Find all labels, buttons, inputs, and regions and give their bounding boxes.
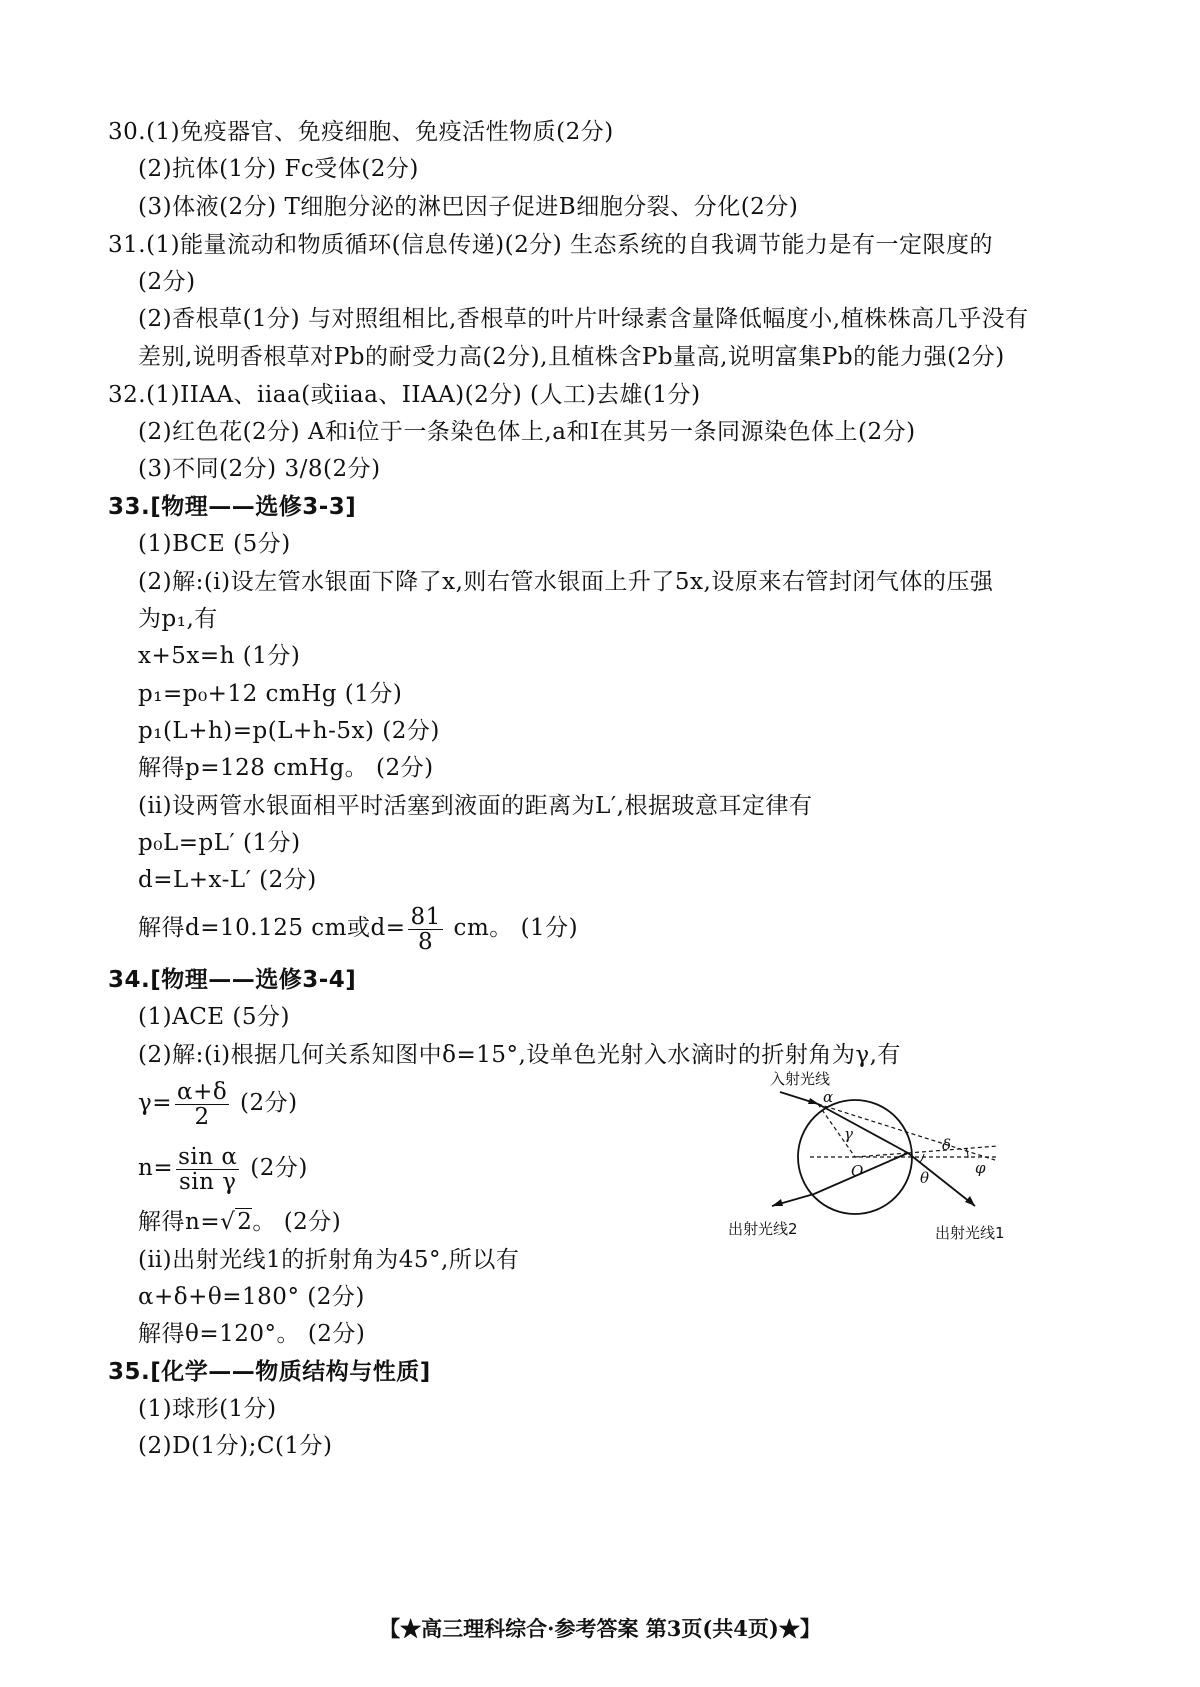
q30-line-1: 30.(1)免疫器官、免疫细胞、免疫活性物质(2分): [108, 119, 614, 145]
fraction-sin-alpha-over-sin-gamma: [176, 1145, 239, 1194]
q33-line-5: p₁=p₀+12 cmHg (1分): [138, 681, 403, 707]
q34-line-3-score: (2分): [232, 1090, 298, 1116]
fraction-81-over-8: [408, 905, 442, 954]
fraction-alpha-plus-delta: [175, 1080, 229, 1129]
q33-line-8: (ⅱ)设两管水银面相平时活塞到液面的距离为L′,根据玻意耳定律有: [138, 793, 813, 819]
q33-line-3: 为p₁,有: [138, 606, 218, 632]
sqrt-radicand: 2: [237, 1209, 253, 1235]
q30-line-2: (2)抗体(1分) Fc受体(2分): [138, 156, 419, 182]
gamma-label: γ: [844, 1125, 853, 1143]
q33-line-9: p₀L=pL′ (1分): [138, 830, 301, 856]
delta-label: δ: [942, 1136, 952, 1154]
q34-section-title: 34.[物理——选修3-4]: [108, 967, 357, 993]
q34-line-2: (2)解:(ⅰ)根据几何关系知图中δ=15°,设单色光射入水滴时的折射角为γ,有: [138, 1042, 901, 1068]
n-result-score: 。 (2分): [252, 1209, 342, 1235]
q33-line-7: 解得p=128 cmHg。 (2分): [138, 755, 434, 781]
q34-line-8: 解得θ=120°。 (2分): [138, 1321, 366, 1347]
incident-arrow: [808, 1098, 819, 1104]
q33-line-11: [138, 903, 578, 954]
q33-line-6: p₁(L+h)=p(L+h-5x) (2分): [138, 718, 440, 744]
phi-label: φ: [975, 1159, 986, 1177]
theta-angle-arc: [920, 1154, 924, 1162]
q31-line-2: (2分): [138, 269, 196, 295]
q33-result-unit: cm。 (1分): [445, 915, 579, 941]
q32-line-1: 32.(1)IIAA、iiaa(或iiaa、IIAA)(2分) (人工)去雄(1分): [108, 382, 701, 408]
alpha-label: α: [823, 1088, 834, 1106]
n-result-text: 解得n=√: [138, 1209, 236, 1235]
gamma-equals: γ=: [138, 1090, 173, 1116]
q34-line-4-score: (2分): [242, 1155, 308, 1181]
q35-section-title: 35.[化学——物质结构与性质]: [108, 1359, 431, 1385]
q33-line-1: (1)BCE (5分): [138, 531, 291, 557]
n-equals: n=: [138, 1155, 174, 1181]
fraction-numerator: sin α: [178, 1143, 238, 1170]
q35-line-2: (2)D(1分);C(1分): [138, 1433, 333, 1459]
q34-line-4: [138, 1143, 308, 1194]
q34-line-7: α+δ+θ=180° (2分): [138, 1284, 365, 1310]
q33-result-text: 解得d=10.125 cm或d=: [138, 915, 406, 941]
exit-ray-1-arrow: [965, 1196, 975, 1206]
fraction-numerator: α+δ: [177, 1078, 228, 1105]
q31-line-3: (2)香根草(1分) 与对照组相比,香根草的叶片叶绿素含量降低幅度小,植株株高几乎没有: [138, 306, 1029, 332]
fraction-numerator: 81: [410, 903, 441, 930]
fraction-denominator: 2: [194, 1103, 210, 1130]
q34-line-1: (1)ACE (5分): [138, 1004, 290, 1030]
page-footer: 【★高三理科综合·参考答案 第3页(共4页)★】: [379, 1616, 821, 1641]
q32-line-2: (2)红色花(2分) A和i位于一条染色体上,a和I在其另一条同源染色体上(2分): [138, 419, 916, 445]
q34-line-5: [138, 1208, 341, 1236]
q32-line-3: (3)不同(2分) 3/8(2分): [138, 456, 381, 482]
water-droplet-refraction-diagram: [728, 1058, 1100, 1248]
q33-line-2: (2)解:(ⅰ)设左管水银面下降了x,则右管水银面上升了5x,设原来右管封闭气体的压强: [138, 569, 994, 595]
q33-line-10: d=L+x-L′ (2分): [138, 867, 317, 893]
q31-line-4: 差别,说明香根草对Pb的耐受力高(2分),且植株含Pb量高,说明富集Pb的能力强(2分): [138, 344, 1005, 370]
q30-line-3: (3)体液(2分) T细胞分泌的淋巴因子促进B细胞分裂、分化(2分): [138, 194, 799, 220]
fraction-denominator: sin γ: [178, 1168, 237, 1195]
q31-line-1: 31.(1)能量流动和物质循环(信息传递)(2分) 生态系统的自我调节能力是有一定限度的: [108, 232, 993, 258]
fraction-denominator: 8: [418, 928, 434, 955]
exit-ray-2-label: 出射光线2: [728, 1220, 798, 1238]
theta-label: θ: [920, 1169, 930, 1187]
exit-ray-2-arrow: [772, 1199, 783, 1206]
q34-line-3: [138, 1078, 298, 1129]
q35-line-1: (1)球形(1分): [138, 1396, 277, 1422]
center-o-label: O: [851, 1162, 864, 1180]
exit-ray-1-label: 出射光线1: [935, 1224, 1005, 1242]
incident-ray-label: 入射光线: [770, 1070, 831, 1088]
q33-line-4: x+5x=h (1分): [138, 643, 301, 669]
q34-line-6: (ⅱ)出射光线1的折射角为45°,所以有: [138, 1247, 520, 1273]
q33-section-title: 33.[物理——选修3-3]: [108, 494, 357, 520]
exit-ray-1: [908, 1153, 975, 1206]
